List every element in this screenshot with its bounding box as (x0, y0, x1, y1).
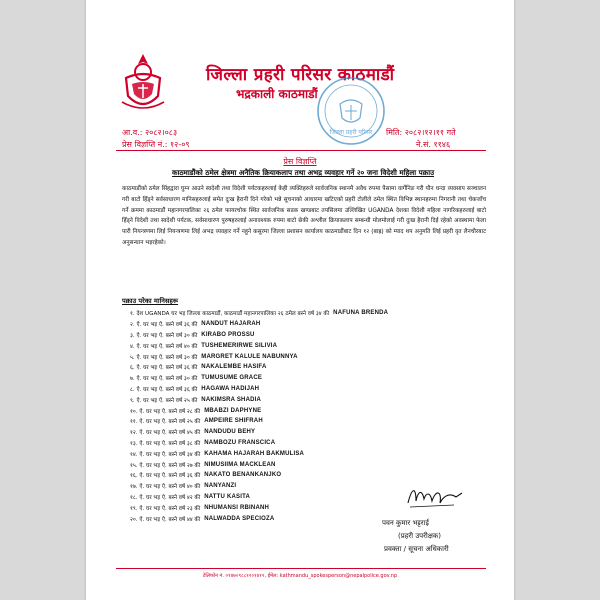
nepal-police-emblem-icon (118, 52, 168, 114)
press-release-heading: प्रेस विज्ञप्ति (283, 157, 317, 166)
list-item: ८. ऐ. घर भइ ऐ. बस्ने वर्ष ३६ की HAGAWA HADIJAH (130, 385, 260, 393)
office-stamp-icon (314, 74, 388, 148)
office-title: जिल्ला प्रहरी परिसर काठमाडौं (206, 65, 395, 85)
signatory-rank: (प्रहरी उपरीक्षक) (398, 532, 441, 540)
list-item: १६. ऐ. घर भइ ऐ. बस्ने वर्ष ३६ की NAKATO BENANKANJKO (130, 472, 282, 480)
arrested-list-heading: पक्राउ परेका मानिसहरू (122, 297, 179, 305)
list-item: १५. ऐ. घर भइ ऐ. बस्ने वर्ष २७ की NIMUSIIMA MACKLEAN (130, 461, 276, 469)
office-subtitle: भद्रकाली काठमाडौं (236, 87, 318, 101)
list-item: ६. ऐ. घर भइ ऐ. बस्ने वर्ष ३६ की NAKALEMBE HASIFA (130, 364, 267, 372)
footer-contact: टेलिफोन नं. ०१४७०९८८१२०१४१२, ईमेल: kathmandu_spokesperson@nepalpolice.gov.np (202, 573, 398, 579)
list-item: १८. ऐ. घर भइ ऐ. बस्ने वर्ष ४२ की NATTU KASITA (130, 493, 251, 501)
list-item: ४. ऐ. घर भइ ऐ. बस्ने वर्ष ४० की TUSHEMERIRWE SILIVIA (130, 342, 278, 350)
list-item: ९. ऐ. घर भइ ऐ. बस्ने वर्ष २५ की NAKIMSRA SHADIA (130, 396, 262, 404)
signatory-name: पवन कुमार भट्टराई (382, 519, 429, 527)
list-item: २०. ऐ. घर भइ ऐ. बस्ने वर्ष ४४ की NALWADDA SPECIOZA (130, 515, 275, 523)
fiscal-year: आ.व.: २०८२।०८३ (122, 128, 178, 137)
body-paragraph: काठमाडौंको ठमेल सिंहद्वारा घुम्न आउने स्वदेशी तथा विदेशी पर्यटकहरुलाई केही व्यक्तिहरुले सार्वजनिक स्थानमै अवैध रुपमा पैसामा वार्गेनिङ गरी यौन धन्दा व्यवसाय सञ्चालन गरी बाटो हिँड्ने सर्वसाधारण मानिसहरुलाई समेत दुःख हैरानी दिने गरेको भन्ने सूचनाको आधारमा खटिएको प्रहरी टोलीले ठमेल स्थित विभिन्न स्थानहरुमा निगरानी तथा चेकजाँच गर्ने क्रममा काठमाडौं महानगरपालिका २६ ठमेल फायरचोक स्थित सार्वजनिक सडक खण्डबाट तपसिलमा उल्लिखित UGANDA देशका विदेशी महिला नागरिकहरुलाई बाटो हिँड्ने विदेशी तथा स्वदेशी पर्यटक, सर्वसाधारण पुरुषहरुलाई अनावश्यक रुपमा बाटो छेकी अश्लील क्रियाकलाप सम्बन्धी मोलमोलाई गरी दुःख हैरानी दिई रहेको अवस्थामा फेला पारी नियन्त्रणमा लिई नियन्त्रणमा लिई अभद्र व्यवहार गर्ने नहुने कसुरमा जिल्ला प्रशासन कार्यालय काठमाडौंबाट दिन १२ (बाह्र) को म्याद थप अनुमति लिई प्रहरी वृत लैनचौरबाट अनुसन्धान भइरहेको। (122, 186, 486, 246)
list-item: १. देश UGANDA घर भइ जिल्ला काठमाडौं, काठमाडौं महानगरपालिका २६ ठमेल बस्ने वर्ष ३४ की NAFUNA BRENDA (130, 310, 389, 318)
nepal-sambat-number: ने.सं. ११४६ (416, 140, 451, 149)
list-item: ७. ऐ. घर भइ ऐ. बस्ने वर्ष ३० की TUMUSUME GRACE (130, 375, 263, 383)
list-item: १७. ऐ. घर भइ ऐ. बस्ने वर्ष ४० की NANYANZI (130, 483, 237, 491)
handwritten-signature-icon (404, 483, 464, 511)
stamp-text: जिल्ला प्रहरी परिसर (329, 129, 373, 136)
list-item: ३. ऐ. घर भइ ऐ. बस्ने वर्ष ३० की KIRABO PROSSU (130, 331, 255, 339)
press-release-page (86, 0, 514, 600)
list-item: १०. ऐ. घर भइ ऐ. बस्ने वर्ष २८ की MBABZI DAPHYNE (130, 407, 262, 415)
subject-line: काठमाडौंको ठमेल क्षेत्रमा अनैतिक क्रियाकलाप तथा अभद्र व्यवहार गर्ने २० जना विदेशी महिला पक्राउ (171, 168, 435, 177)
release-date: मिति: २०८२।१२।११ गते (386, 128, 456, 137)
list-item: ११. ऐ. घर भइ ऐ. बस्ने वर्ष २५ की AMPEIRE SHIFRAH (130, 418, 263, 426)
list-item: ५. ऐ. घर भइ ऐ. बस्ने वर्ष ३० की MARGRET KALULE NABUNNYA (130, 353, 298, 361)
list-item: १३. ऐ. घर भइ ऐ. बस्ने वर्ष ३८ की NAMBOZU FRANSCICA (130, 439, 276, 447)
signatory-role: प्रवक्ता / सूचना अधिकारी (384, 545, 449, 553)
arrested-list (130, 308, 450, 524)
list-item: १२. ऐ. घर भइ ऐ. बस्ने वर्ष ४५ की NANDUDU BEHY (130, 429, 256, 437)
press-release-number: प्रेस विज्ञप्ति नं.: १२-०९ (122, 140, 190, 149)
letterhead (86, 0, 514, 149)
list-item: १४. ऐ. घर भइ ऐ. बस्ने वर्ष ३४ की KAHAMA HAJARAH BAKMULISA (130, 450, 305, 458)
footer-divider (116, 568, 486, 569)
header-divider (116, 150, 486, 151)
list-item: २. ऐ. घर भइ ऐ. बस्ने वर्ष ३६ की NANDUT HAJARAH (130, 321, 261, 329)
list-item: १९. ऐ. घर भइ ऐ. बस्ने वर्ष २३ की NHUMANSI RBINANH (130, 504, 270, 512)
